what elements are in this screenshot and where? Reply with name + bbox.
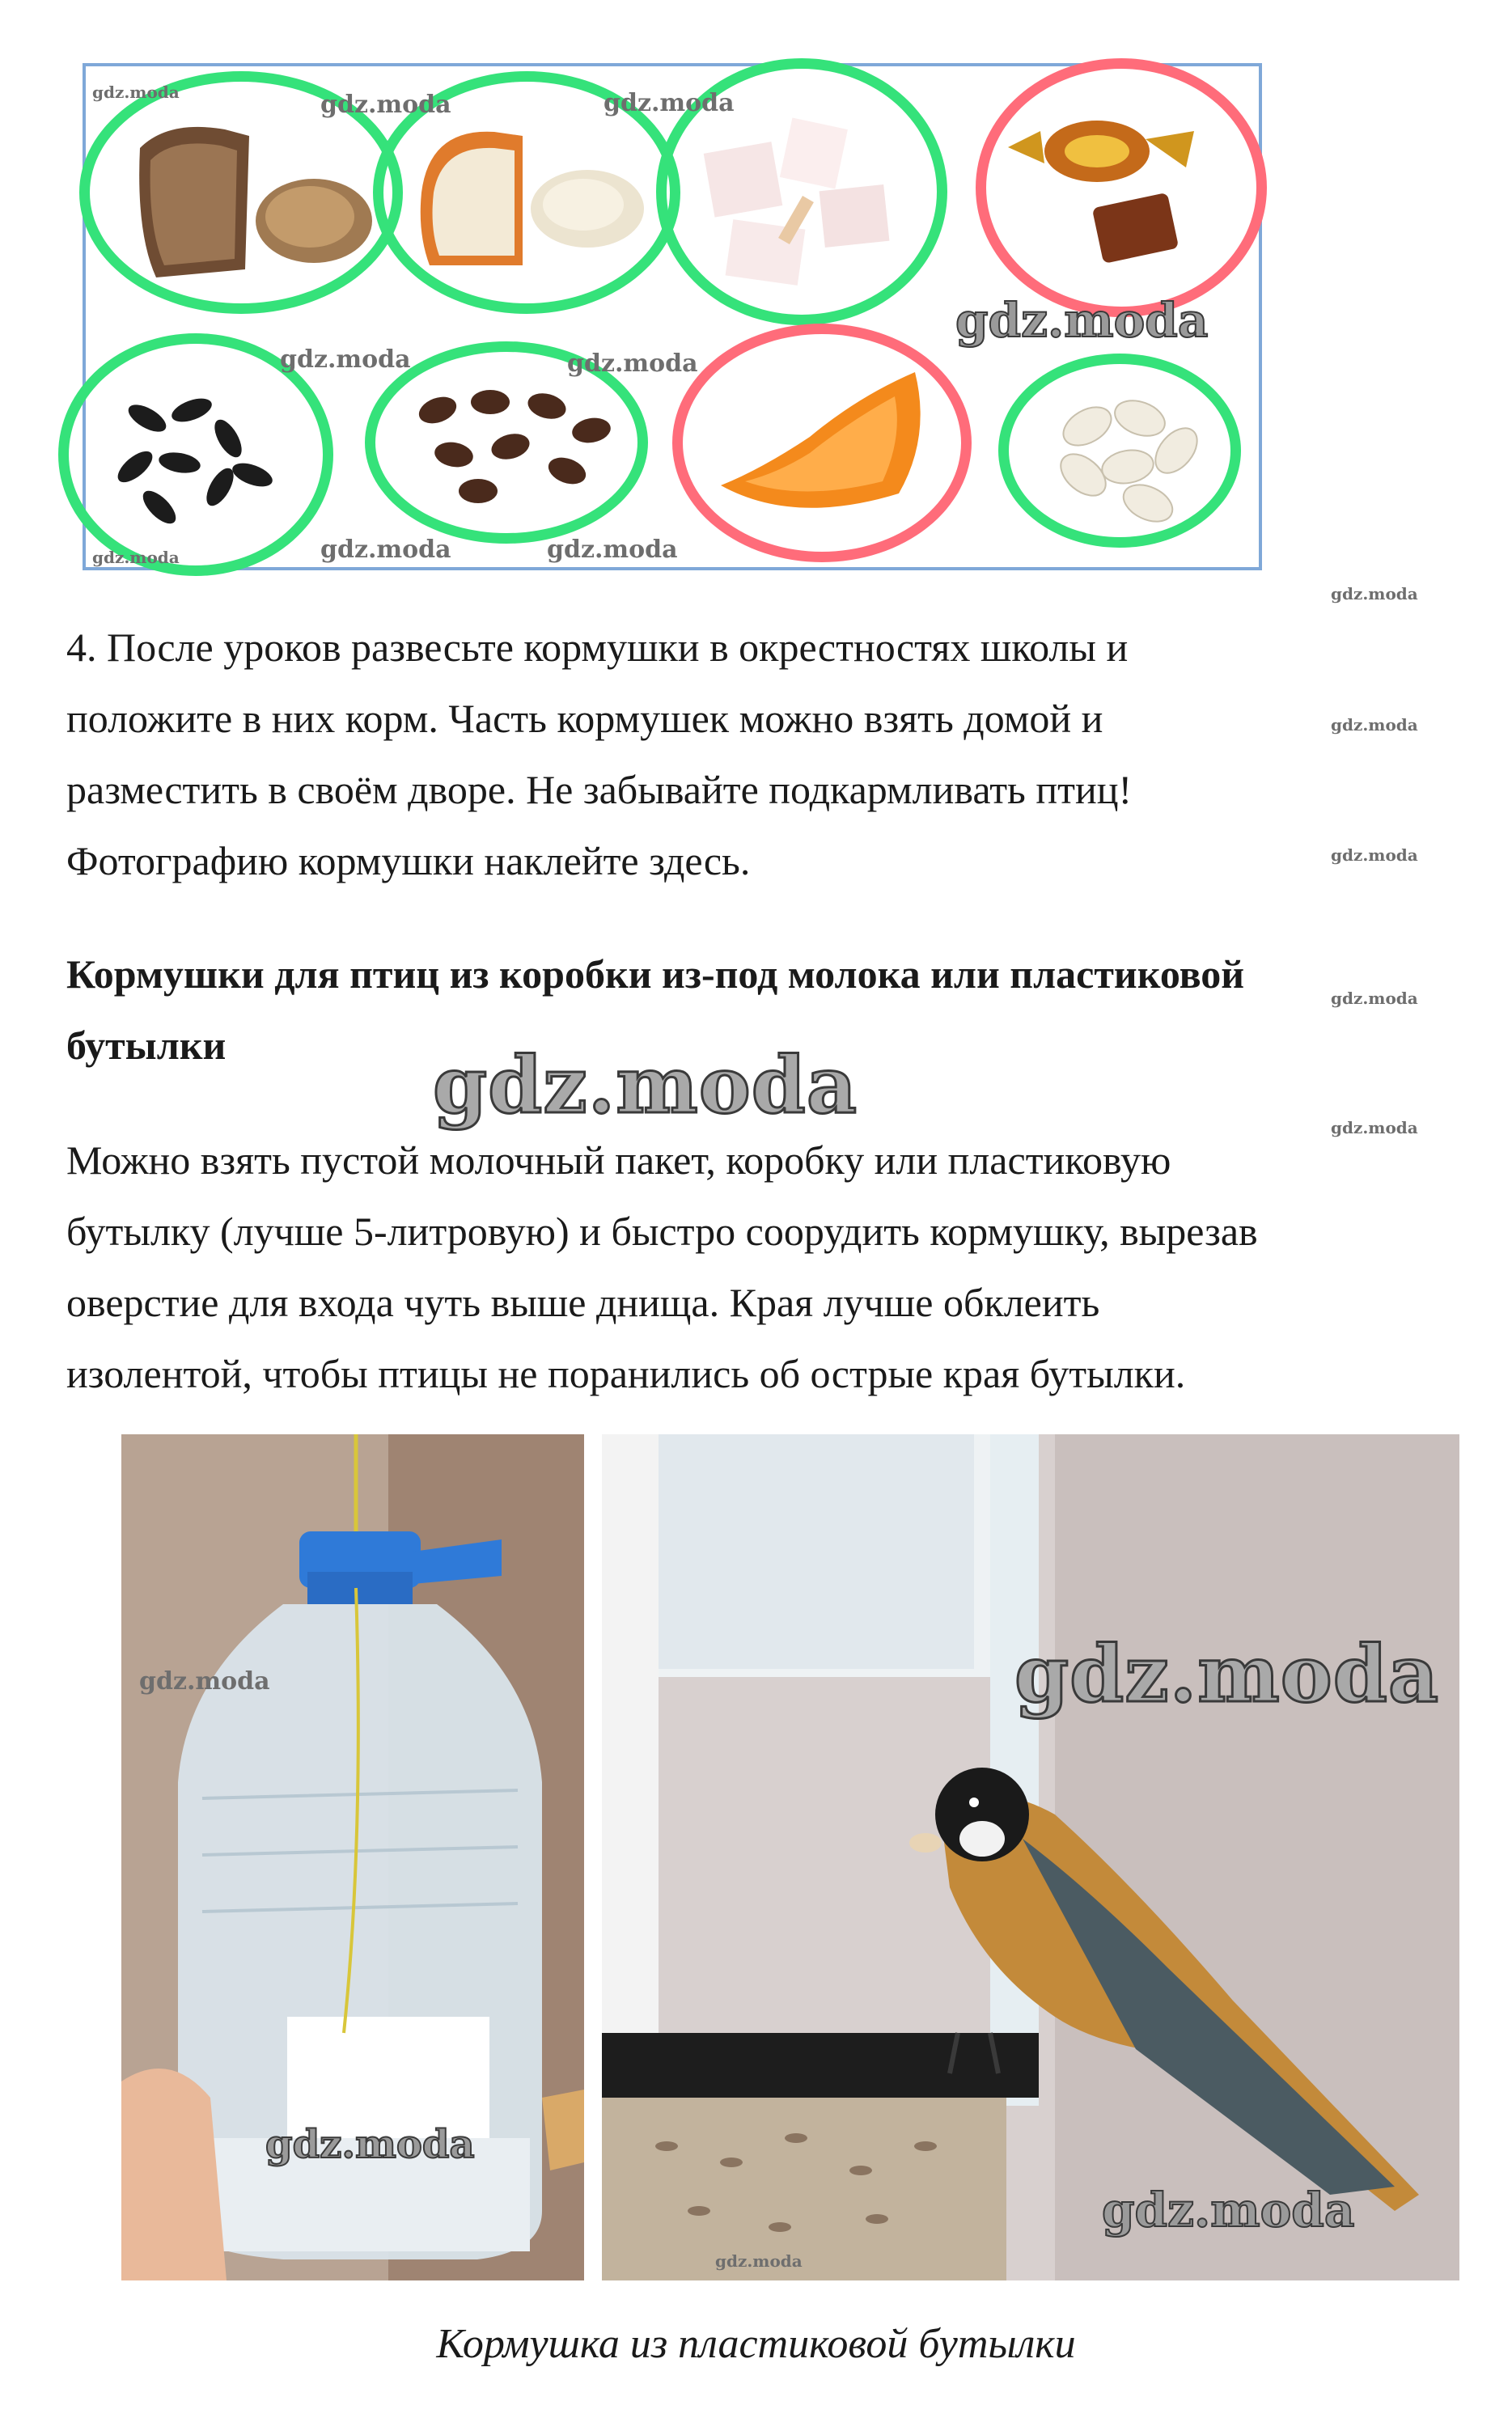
task-line: положите в них корм. Часть кормушек можно взять домой и xyxy=(66,696,1103,741)
task-text xyxy=(66,612,1458,896)
watermark: gdz.moda xyxy=(1331,989,1418,1008)
watermark: gdz.moda xyxy=(1331,845,1418,865)
food-item-candies xyxy=(976,58,1267,317)
watermark: gdz.moda xyxy=(280,345,411,374)
watermark: gdz.moda xyxy=(320,536,451,564)
task-line: Фотографию кормушки наклейте здесь. xyxy=(66,838,751,883)
watermark: gdz.moda xyxy=(567,349,698,378)
section-body xyxy=(66,1124,1458,1409)
titmouse-feeder-photo xyxy=(602,1434,1459,2280)
body-line: бутылку (лучше 5-литровую) и быстро соорудить кормушку, вырезав xyxy=(66,1209,1258,1254)
watermark: gdz.moda xyxy=(604,89,735,117)
candies-image xyxy=(976,58,1267,317)
bottle-feeder-photo xyxy=(121,1434,584,2280)
watermark: gdz.moda xyxy=(265,2122,475,2167)
food-item-pumpkin-seeds xyxy=(998,354,1241,548)
watermark: gdz.moda xyxy=(433,1040,858,1131)
body-line: оверстие для входа чуть выше днища. Края лучше обклеить xyxy=(66,1280,1100,1325)
heading-line: бутылки xyxy=(66,1023,227,1068)
photo-caption: Кормушка из пластиковой бутылки xyxy=(436,2321,1076,2367)
watermark: gdz.moda xyxy=(92,548,180,567)
watermark: gdz.moda xyxy=(320,91,451,119)
task-line: разместить в своём дворе. Не забывайте подкармливать птиц! xyxy=(66,767,1133,812)
task-line: 4. После уроков развесьте кормушки в окрестностях школы и xyxy=(66,625,1129,670)
heading-line: Кормушки для птиц из коробки из-под молока или пластиковой xyxy=(66,951,1245,997)
watermark: gdz.moda xyxy=(955,293,1209,348)
watermark: gdz.moda xyxy=(1014,1628,1440,1720)
body-line: Можно взять пустой молочный пакет, коробку или пластиковую xyxy=(66,1137,1171,1183)
watermark: gdz.moda xyxy=(1331,584,1418,603)
body-line: изолентой, чтобы птицы не поранились об острые края бутылки. xyxy=(66,1351,1186,1396)
pumpkin-seeds-image xyxy=(998,354,1241,548)
food-item-tangerine xyxy=(672,324,972,562)
tangerine-image xyxy=(672,324,972,562)
watermark: gdz.moda xyxy=(92,83,180,102)
watermark: gdz.moda xyxy=(715,2251,803,2271)
watermark: gdz.moda xyxy=(547,536,678,564)
watermark: gdz.moda xyxy=(139,1667,270,1696)
food-choice-panel xyxy=(83,63,1262,570)
watermark: gdz.moda xyxy=(1331,715,1418,735)
watermark: gdz.moda xyxy=(1331,1118,1418,1137)
watermark: gdz.moda xyxy=(1102,2183,1355,2238)
